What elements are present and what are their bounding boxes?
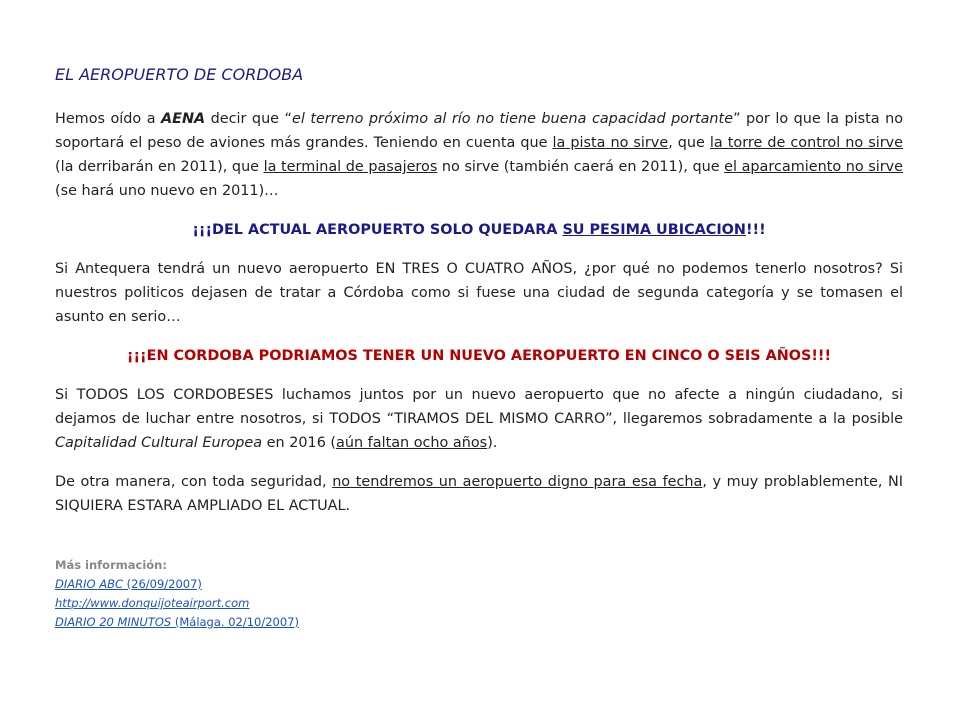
- page-title: EL AEROPUERTO DE CORDOBA: [55, 65, 304, 84]
- paragraph-aena: [55, 107, 903, 203]
- text: en 2016 (: [262, 435, 337, 451]
- text: ).: [487, 435, 498, 451]
- article: [55, 65, 903, 632]
- cultural-capital: Capitalidad Cultural Europea: [55, 435, 263, 451]
- more-info: [55, 556, 903, 632]
- more-info-label: Más información:: [55, 558, 167, 572]
- text: ¡¡¡DEL ACTUAL AEROPUERTO SOLO QUEDARA: [192, 222, 563, 238]
- link-donquijote-airport[interactable]: [55, 594, 249, 613]
- text: decir que “: [205, 111, 292, 127]
- link-text: http://www.donquijoteairport.com: [55, 596, 250, 610]
- link-text: DIARIO 20 MINUTOS: [55, 615, 172, 629]
- text: ” por lo que la pista no soportará el peso de aviones más grandes. Teniendo en cuenta que: [55, 111, 903, 151]
- link-text: (Málaga. 02/10/2007): [171, 615, 299, 629]
- underlined-terminal: la terminal de pasajeros: [263, 159, 438, 175]
- aena-emphasis: AENA: [161, 111, 206, 127]
- text: (se hará uno nuevo en 2011)…: [55, 183, 279, 199]
- link-20-minutos[interactable]: [55, 613, 299, 632]
- underlined-years-left: aún faltan ocho años: [336, 435, 488, 451]
- link-text: DIARIO ABC: [55, 577, 123, 591]
- link-text: (26/09/2007): [123, 577, 202, 591]
- text: Hemos oído a: [55, 111, 161, 127]
- paragraph-antequera: Si Antequera tendrá un nuevo aeropuerto EN TRES O CUATRO AÑOS, ¿por qué no podemos tenerlo nosotros? Si nuestros politicos dejasen de tratar a Córdoba como si fuese una ciudad de segunda categoría y se tomasen el asunto en serio…: [55, 261, 903, 325]
- paragraph-cordobeses: [55, 383, 903, 455]
- text: no sirve (también caerá en 2011), que: [437, 159, 725, 175]
- text: , y muy problablemente, NI SIQUIERA ESTARA AMPLIADO EL ACTUAL.: [55, 474, 903, 514]
- headline-cordoba: ¡¡¡EN CORDOBA PODRIAMOS TENER UN NUEVO AEROPUERTO EN CINCO O SEIS AÑOS!!!: [126, 348, 832, 364]
- underlined-no-airport: no tendremos un aeropuerto digno para esa fecha: [332, 474, 703, 490]
- text: (la derribarán en 2011), que: [55, 159, 264, 175]
- text: De otra manera, con toda seguridad,: [55, 474, 333, 490]
- paragraph-conclusion: [55, 470, 903, 518]
- link-diario-abc[interactable]: [55, 575, 202, 594]
- text: , que: [668, 135, 710, 151]
- underlined-runway: la pista no sirve: [552, 135, 669, 151]
- aena-quote: el terreno próximo al río no tiene buena capacidad portante: [291, 111, 734, 127]
- headline-location: [55, 218, 903, 242]
- text: Si TODOS LOS CORDOBESES luchamos juntos por un nuevo aeropuerto que no afecte a ningún ciudadano, si dejamos de luchar entre nosotros, si TODOS “TIRAMOS DEL MISMO CARRO”, llegaremos sobradamente a la posible: [55, 387, 903, 427]
- text: !!!: [745, 222, 766, 238]
- underlined-parking: el aparcamiento no sirve: [724, 159, 904, 175]
- underlined-control-tower: la torre de control no sirve: [709, 135, 903, 151]
- underlined-location: SU PESIMA UBICACION: [562, 222, 746, 238]
